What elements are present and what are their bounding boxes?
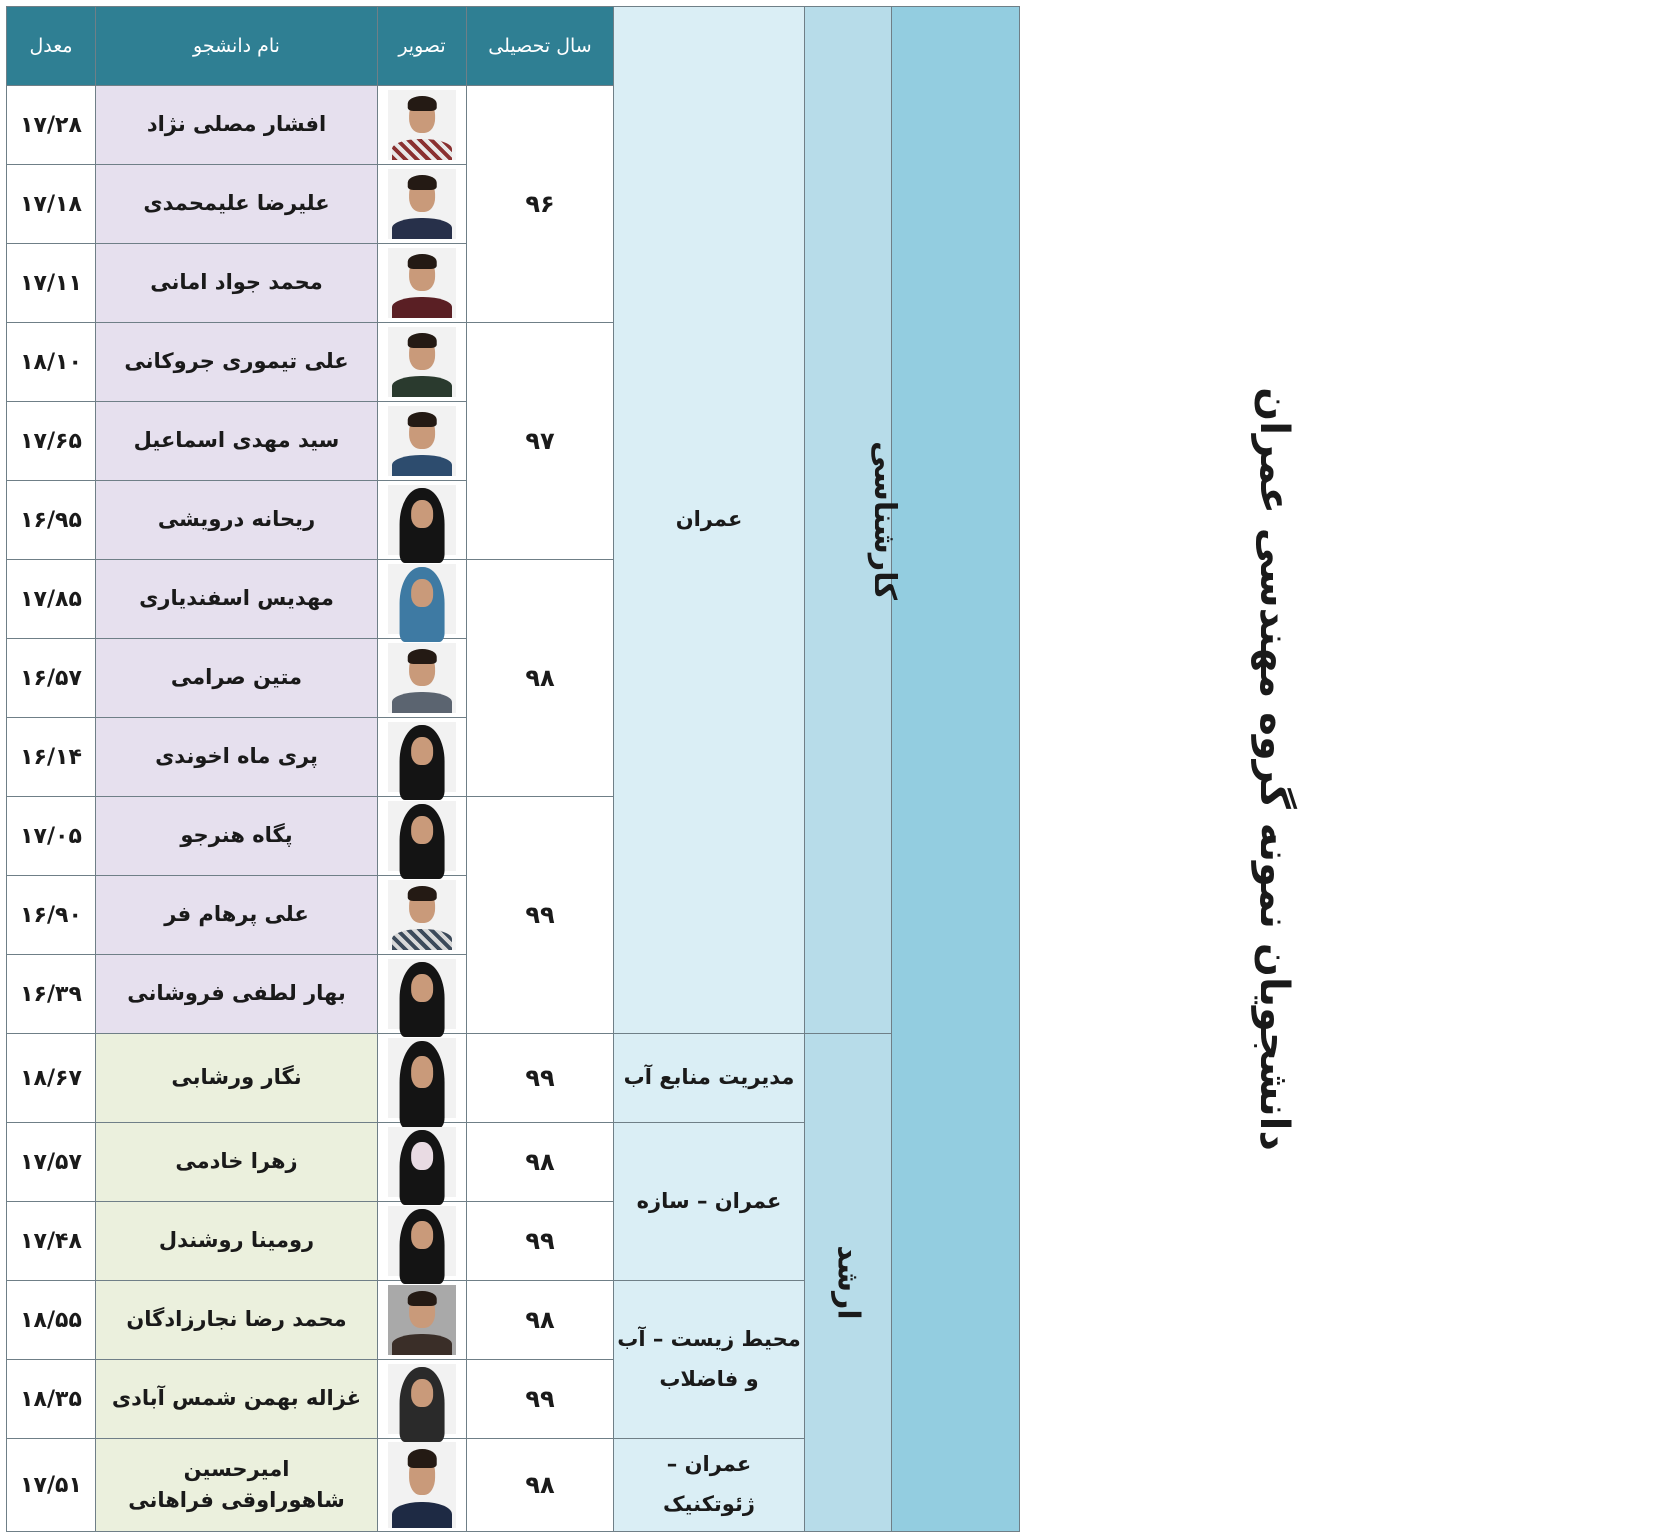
student-photo-female-icon — [388, 1206, 456, 1276]
year-cell: ۹۸ — [467, 1439, 614, 1532]
student-photo-female-icon — [388, 1364, 456, 1434]
student-gpa: ۱۷/۵۷ — [7, 1123, 96, 1202]
student-photo-cell — [378, 1034, 467, 1123]
degree-bachelor: کارشناسی — [866, 440, 902, 600]
student-photo-cell — [378, 876, 467, 955]
student-name: سید مهدی اسماعیل — [96, 402, 378, 481]
student-photo-female-icon — [388, 564, 456, 634]
student-gpa: ۱۸/۳۵ — [7, 1360, 96, 1439]
student-photo-female-icon — [388, 722, 456, 792]
header-gpa: معدل — [7, 7, 96, 86]
student-name: علی تیموری جروکانی — [96, 323, 378, 402]
student-photo-male-icon — [388, 1442, 456, 1528]
year-cell: ۹۹ — [467, 797, 614, 1034]
student-gpa: ۱۷/۵۱ — [7, 1439, 96, 1532]
student-photo-cell — [378, 718, 467, 797]
year-cell: ۹۹ — [467, 1202, 614, 1281]
student-photo-cell — [378, 402, 467, 481]
student-photo-cell — [378, 165, 467, 244]
student-gpa: ۱۷/۱۱ — [7, 244, 96, 323]
student-photo-cell — [378, 1360, 467, 1439]
student-gpa: ۱۶/۹۰ — [7, 876, 96, 955]
student-photo-male-icon — [388, 406, 456, 476]
student-name: غزاله بهمن شمس آبادی — [96, 1360, 378, 1439]
year-cell: ۹۶ — [467, 86, 614, 323]
student-photo-cell — [378, 481, 467, 560]
header-name: نام دانشجو — [96, 7, 378, 86]
student-photo-female-icon — [388, 485, 456, 555]
student-name: مهدیس اسفندیاری — [96, 560, 378, 639]
student-photo-cell — [378, 797, 467, 876]
student-photo-female-icon — [388, 959, 456, 1029]
student-name: پگاه هنرجو — [96, 797, 378, 876]
year-cell: ۹۹ — [467, 1360, 614, 1439]
students-table — [6, 6, 1297, 1532]
student-name: رومینا روشندل — [96, 1202, 378, 1281]
student-gpa: ۱۷/۶۵ — [7, 402, 96, 481]
header-photo: تصویر — [378, 7, 467, 86]
year-cell: ۹۹ — [467, 1034, 614, 1123]
student-gpa: ۱۸/۶۷ — [7, 1034, 96, 1123]
students-table-page — [6, 6, 1297, 1530]
major-structures: عمران – سازه — [614, 1123, 805, 1281]
student-name: امیرحسین شاهوراوقی فراهانی — [96, 1439, 378, 1532]
degree-master-cell — [805, 1034, 892, 1532]
page-title-cell — [892, 7, 1297, 1532]
degree-bachelor-cell — [805, 7, 902, 1034]
student-gpa: ۱۶/۹۵ — [7, 481, 96, 560]
student-gpa: ۱۶/۵۷ — [7, 639, 96, 718]
student-photo-cell — [378, 323, 467, 402]
student-photo-male-icon — [388, 90, 456, 160]
student-gpa: ۱۸/۱۰ — [7, 323, 96, 402]
student-photo-male-icon — [388, 643, 456, 713]
major-environment: محیط زیست – آب و فاضلاب — [614, 1281, 805, 1439]
student-photo-female-icon — [388, 1127, 456, 1197]
student-name: علی پرهام فر — [96, 876, 378, 955]
student-photo-male-icon — [388, 248, 456, 318]
student-name: ریحانه درویشی — [96, 481, 378, 560]
student-photo-cell — [378, 1123, 467, 1202]
student-name: متین صرامی — [96, 639, 378, 718]
page-title: دانشجویان نمونه گروه مهندسی عمران — [1250, 387, 1297, 1151]
student-name: محمد جواد امانی — [96, 244, 378, 323]
student-photo-female-icon — [388, 1038, 456, 1118]
student-name: نگار ورشابی — [96, 1034, 378, 1123]
year-cell: ۹۸ — [467, 1281, 614, 1360]
student-photo-female-icon — [388, 801, 456, 871]
student-photo-cell — [378, 1439, 467, 1532]
student-photo-cell — [378, 1281, 467, 1360]
header-year: سال تحصیلی — [467, 7, 614, 86]
student-gpa: ۱۶/۳۹ — [7, 955, 96, 1034]
student-photo-male-icon — [388, 1285, 456, 1355]
year-cell: ۹۷ — [467, 323, 614, 560]
student-photo-cell — [378, 639, 467, 718]
major-geotech: عمران – ژئوتکنیک — [614, 1439, 805, 1532]
student-gpa: ۱۷/۰۵ — [7, 797, 96, 876]
student-gpa: ۱۷/۸۵ — [7, 560, 96, 639]
student-name: علیرضا علیمحمدی — [96, 165, 378, 244]
student-photo-cell — [378, 955, 467, 1034]
student-photo-cell — [378, 86, 467, 165]
table-row — [7, 1034, 1020, 1123]
student-gpa: ۱۷/۴۸ — [7, 1202, 96, 1281]
student-photo-male-icon — [388, 880, 456, 950]
student-gpa: ۱۶/۱۴ — [7, 718, 96, 797]
student-name: محمد رضا نجارزادگان — [96, 1281, 378, 1360]
student-photo-cell — [378, 1202, 467, 1281]
degree-master: ارشد — [830, 1245, 866, 1320]
student-photo-cell — [378, 244, 467, 323]
student-name: بهار لطفی فروشانی — [96, 955, 378, 1034]
student-gpa: ۱۷/۱۸ — [7, 165, 96, 244]
student-gpa: ۱۸/۵۵ — [7, 1281, 96, 1360]
student-photo-cell — [378, 560, 467, 639]
year-cell: ۹۸ — [467, 560, 614, 797]
major-civil: عمران — [614, 7, 805, 1034]
major-water-resources: مدیریت منابع آب — [614, 1034, 805, 1123]
student-gpa: ۱۷/۲۸ — [7, 86, 96, 165]
student-photo-male-icon — [388, 169, 456, 239]
student-photo-male-icon — [388, 327, 456, 397]
student-name: زهرا خادمی — [96, 1123, 378, 1202]
year-cell: ۹۸ — [467, 1123, 614, 1202]
student-name: پری ماه اخوندی — [96, 718, 378, 797]
student-name: افشار مصلی نژاد — [96, 86, 378, 165]
